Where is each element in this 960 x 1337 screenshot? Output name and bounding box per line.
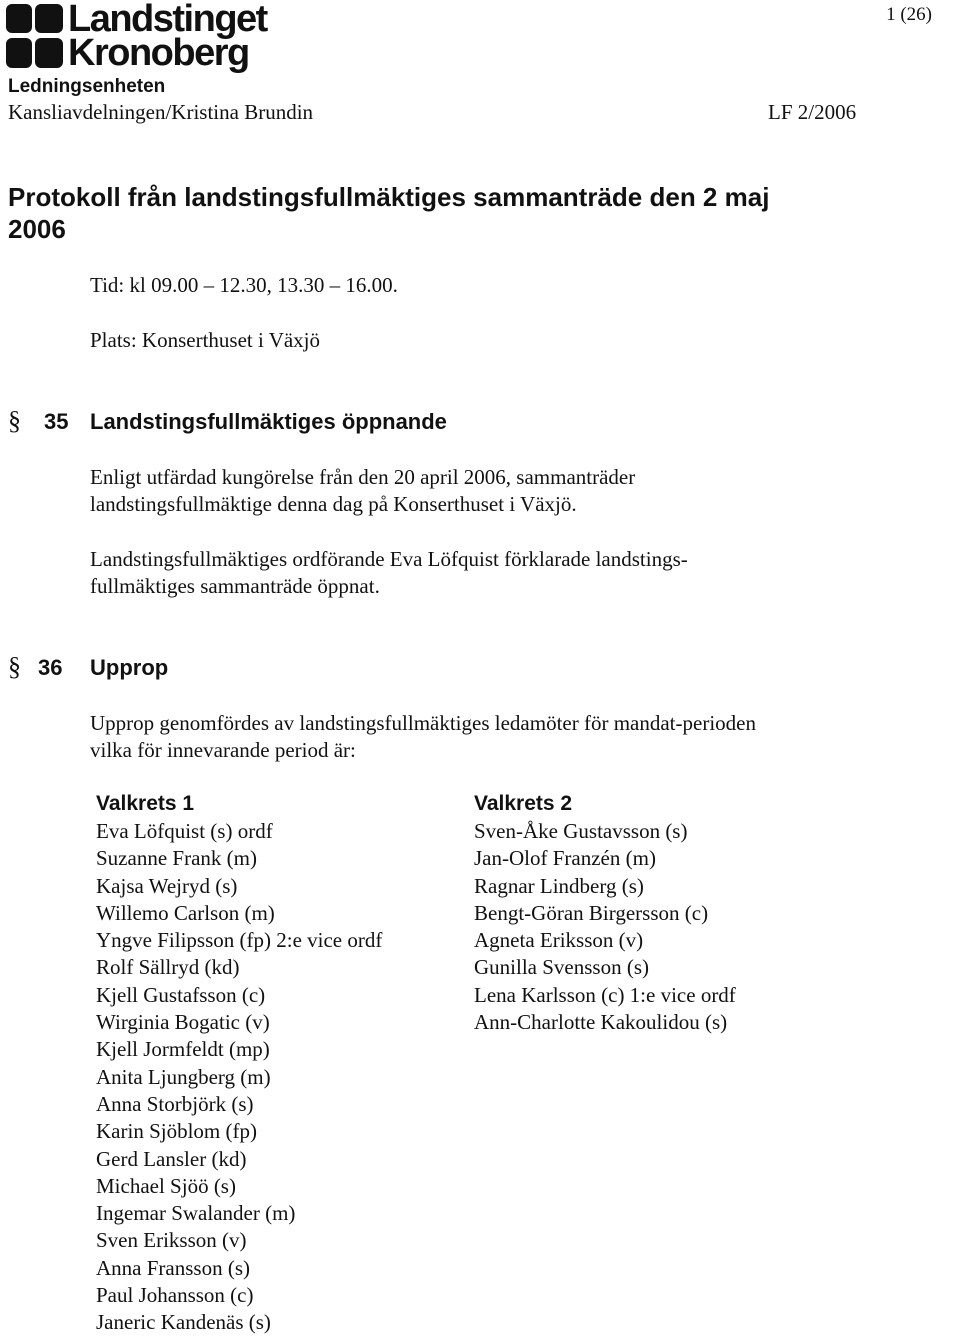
- list-item: Karin Sjöblom (fp): [96, 1119, 257, 1144]
- section-number: 36: [38, 655, 63, 680]
- list-item: Kjell Gustafsson (c): [96, 982, 266, 1007]
- list-item: Michael Sjöö (s): [96, 1173, 236, 1198]
- list-item: Bengt-Göran Birgersson (c): [474, 900, 709, 925]
- list-item: Anna Storbjörk (s): [96, 1091, 254, 1116]
- list-item: Lena Karlsson (c) 1:e vice ordf: [474, 982, 736, 1007]
- section-title: Landstingsfullmäktiges öppnande: [90, 409, 447, 434]
- list-item: Gerd Lansler (kd): [96, 1146, 247, 1171]
- document-title: Protokoll från landstingsfullmäktiges sammanträde den 2 maj 2006: [8, 182, 770, 244]
- list-item: Wirginia Bogatic (v): [96, 1010, 270, 1035]
- logo-line-2: Kronoberg: [68, 32, 249, 74]
- unit-name: Ledningsenheten: [8, 76, 166, 97]
- valkrets-1-heading: Valkrets 1: [96, 792, 195, 815]
- document-reference: LF 2/2006: [768, 100, 857, 124]
- valkrets-1-member-list: [96, 818, 382, 1337]
- meeting-place: Plats: Konserthuset i Växjö: [90, 328, 321, 352]
- list-item: Paul Johansson (c): [96, 1283, 254, 1308]
- section-paragraph: Upprop genomfördes av landstingsfullmäktiges ledamöter för mandat-perioden vilka för innevarande period är:: [90, 711, 756, 762]
- section-sign: §: [8, 652, 21, 681]
- valkrets-2-member-list: [474, 818, 736, 1036]
- list-item: Eva Löfquist (s) ordf: [96, 819, 273, 843]
- list-item: Sven-Åke Gustavsson (s): [474, 819, 688, 843]
- list-item: Gunilla Svensson (s): [474, 955, 649, 980]
- logo-line-1: Landstinget: [68, 0, 267, 40]
- page-number: 1 (26): [886, 4, 932, 25]
- logo-mark-icon: [4, 2, 66, 72]
- list-item: Ragnar Lindberg (s): [474, 873, 644, 898]
- section-number: 35: [44, 409, 69, 434]
- list-item: Willemo Carlson (m): [96, 900, 275, 925]
- list-item: Ann-Charlotte Kakoulidou (s): [474, 1010, 728, 1035]
- list-item: Anita Ljungberg (m): [96, 1064, 271, 1089]
- list-item: Kjell Jormfeldt (mp): [96, 1037, 270, 1062]
- list-item: Anna Fransson (s): [96, 1255, 250, 1280]
- section-paragraph: Landstingsfullmäktiges ordförande Eva Löfquist förklarade landstings-fullmäktiges sammanträde öppnat.: [90, 547, 688, 598]
- section-paragraph: Enligt utfärdad kungörelse från den 20 april 2006, sammanträder landstingsfullmäktige denna dag på Konserthuset i Växjö.: [90, 465, 636, 516]
- list-item: Sven Eriksson (v): [96, 1228, 247, 1253]
- list-item: Rolf Sällryd (kd): [96, 955, 240, 980]
- department-line: Kansliavdelningen/Kristina Brundin: [8, 100, 314, 124]
- list-item: Ingemar Swalander (m): [96, 1201, 296, 1226]
- list-item: Janeric Kandenäs (s): [96, 1310, 271, 1335]
- list-item: Kajsa Wejryd (s): [96, 873, 238, 898]
- list-item: Agneta Eriksson (v): [474, 928, 644, 953]
- section-title: Upprop: [90, 655, 169, 680]
- list-item: Suzanne Frank (m): [96, 846, 257, 871]
- landstinget-kronoberg-logo: [4, 2, 274, 72]
- list-item: Yngve Filipsson (fp) 2:e vice ordf: [96, 928, 383, 953]
- meeting-time: Tid: kl 09.00 – 12.30, 13.30 – 16.00.: [90, 273, 398, 297]
- list-item: Jan-Olof Franzén (m): [474, 846, 656, 871]
- section-sign: §: [8, 406, 21, 435]
- valkrets-2-heading: Valkrets 2: [474, 792, 573, 815]
